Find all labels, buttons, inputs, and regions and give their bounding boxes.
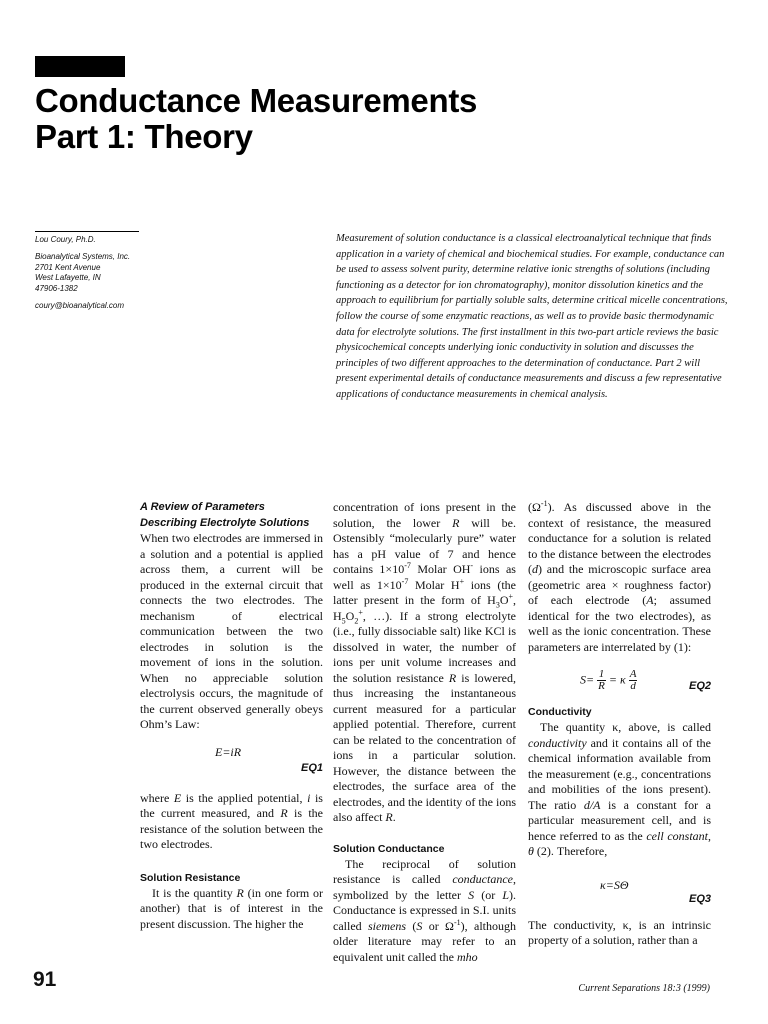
author-org: Bioanalytical Systems, Inc.	[35, 252, 131, 262]
col2-paragraph-1: concentration of ions present in the solution, the lower R will be. Ostensibly “molecularly pure” water has a pH value of 7 and hence contains $1\times 10^{-7}$ Molar OH- ions as well as $1\times 10^{-7}$ Molar H+ ions (the latter present in the form of $H_3O^+$, $H_5O_2^+$, …). If a strong electrolyte (i.e., fully dissociable salt) like KCl is dissolved in water, the number of ions per unit volume increases and the solution resistance R is lowered, thus increasing the instantaneous current measured for a particular applied potential. Therefore, current can be related to the concentration of ions in a particular solution. However, the distance between the electrodes, the surface area of the electrodes, and the identity of the ions also affect R.	[333, 500, 517, 824]
col3-paragraph-3: The conductivity, κ, is an intrinsic property of a solution, rather than a	[528, 917, 711, 947]
author-block	[35, 231, 139, 311]
col1-paragraph-2: where E is the applied potential, i is the current measured, and R is the resistance of the solution between the two electrodes.	[140, 790, 323, 851]
body-column-3	[528, 500, 711, 949]
journal-citation: Current Separations 18:3 (1999)	[578, 983, 710, 994]
equation-3-expr: κ=SΘ	[600, 877, 629, 892]
title-line-2: Part 1: Theory	[35, 118, 253, 155]
subheading-solution-conductance: Solution Conductance	[333, 842, 445, 855]
col3-paragraph-1: $(\Omega^{-1})$. As discussed above in the context of resistance, the measured conductance for a solution is related to the distance between the electrodes (d) and the microscopic surface area (geometric area × roughness factor) of each electrode (A; assumed identical for the two electrodes), as well as the ionic concentration. These parameters are interrelated by (1):	[528, 499, 711, 654]
col1-paragraph-3: It is the quantity R (in one form or another) that is of interest in the present discussion. The higher the	[140, 885, 323, 931]
equation-1-expr: E=iR	[215, 744, 242, 759]
abstract: Measurement of solution conductance is a classical electroanalytical technique that finds application in a variety of chemical and biochemical studies. For example, conductance can be used to assess solvent purity, determine relative ionic strengths of solutions (including functioning as a detector for ion chromatography), monitor dissolution kinetics and the approach to equilibrium for partially soluble salts, determine critical micelle concentrations, follow the course of some enzymatic reactions, as well as to provide basic thermodynamic data for electrolyte solutions. The first installment in this two-part article reviews the basic physicochemical concepts underlying ionic conductivity in solution and discusses the principles of two different approaches to the determination of conductance. Part 2 will present experimental details of conductance measurements and discuss a few representative applications of conductance measurements in chemical analysis.	[336, 233, 728, 400]
col3-paragraph-2: The quantity κ, above, is called conductivity and it contains all of the chemical information available from the measurement (e.g., concentrations and mobilities of the ions present). The ratio d/A is a constant for a particular measurement cell, and is hence referred to as the cell constant, θ (2). Therefore,	[528, 720, 712, 858]
author-rule	[35, 231, 139, 232]
equation-3-label: EQ3	[688, 892, 711, 905]
author-zip: 47906-1382	[35, 283, 78, 293]
equation-1-label-row	[140, 761, 323, 791]
header-black-bar	[35, 56, 125, 77]
subheading-conductivity: Conductivity	[528, 706, 592, 718]
fraction-1-over-r: $\frac{1}{R}$	[598, 668, 605, 692]
equation-2	[528, 661, 711, 695]
section-heading-review: A Review of Parameters Describing Electrolyte Solutions	[140, 501, 310, 529]
col2-paragraph-2: The reciprocal of solution resistance is called conductance, symbolized by the letter S (or L). Conductance is expressed in S.I. units called siemens (S or $\Omega^{-1}$), although older literature may refer to an equivalent unit called the mho	[333, 856, 516, 964]
subheading-solution-resistance: Solution Resistance	[140, 871, 241, 884]
page-number: 91	[33, 968, 57, 991]
author-street: 2701 Kent Avenue	[35, 262, 101, 272]
equation-1	[140, 745, 323, 767]
author-city: West Lafayette, IN	[35, 273, 101, 283]
body-column-2	[333, 500, 516, 965]
author-email: coury@bioanalytical.com	[35, 301, 125, 311]
equation-2-label: EQ2	[688, 680, 711, 692]
equation-1-label: EQ1	[300, 761, 323, 774]
col1-paragraph-1: When two electrodes are immersed in a solution and a potential is applied across them, a current will be produced in the external circuit that connects the two electrodes. The mechanism of electrical communication between the two electrodes in solution is the movement of ions in the solution. When no appreciable solution electrolysis occurs, the magnitude of the current observed generally obeys Ohm’s Law:	[140, 531, 323, 731]
title-line-1: Conductance Measurements	[35, 82, 478, 119]
fraction-a-over-d: $\frac{A}{d}$	[629, 668, 637, 692]
body-column-1	[140, 500, 323, 932]
equation-3	[528, 874, 711, 910]
author-name: Lou Coury, Ph.D.	[35, 235, 96, 244]
equation-2-expr: S= $\frac{1}{R}$ = κ $\frac{A}{d}$	[580, 668, 637, 692]
article-title	[35, 83, 477, 155]
